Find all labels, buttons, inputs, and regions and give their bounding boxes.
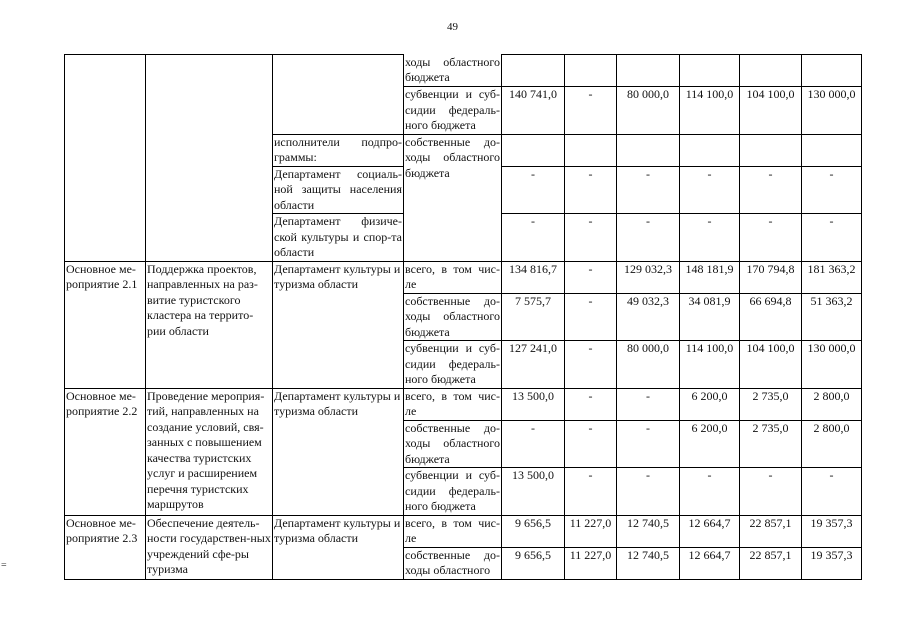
- value-cell: 140 741,0: [502, 87, 565, 135]
- value-cell: 19 357,3: [802, 547, 862, 579]
- value-cell: 2 800,0: [802, 388, 862, 420]
- value-cell: -: [565, 214, 617, 262]
- value-cell: 114 100,0: [680, 341, 740, 389]
- source-cell: ходы областного бюджета: [404, 55, 502, 87]
- value-cell: 12 740,5: [617, 515, 680, 547]
- value-cell: 12 740,5: [617, 547, 680, 579]
- value-cell: -: [565, 388, 617, 420]
- value-cell: 6 200,0: [680, 420, 740, 468]
- value-cell: -: [802, 214, 862, 262]
- value-cell: 130 000,0: [802, 87, 862, 135]
- value-cell: -: [565, 166, 617, 214]
- source-cell: всего, в том чис-ле: [405, 388, 500, 418]
- value-cell: 2 735,0: [740, 388, 802, 420]
- value-cell: -: [565, 468, 617, 516]
- value-cell: 12 664,7: [680, 515, 740, 547]
- table-row: [65, 515, 862, 547]
- name-cell: Обеспечение деятель-ности государствен-ных учреждений сфе-ры туризма: [146, 515, 273, 579]
- value-cell: -: [502, 214, 565, 262]
- name-cell: Поддержка проектов, направленных на раз-витие туристского кластера на террито-рии области: [146, 261, 273, 388]
- table-row: [65, 55, 862, 87]
- margin-mark: =: [1, 560, 7, 571]
- value-cell: -: [617, 214, 680, 262]
- value-cell: 51 363,2: [802, 293, 862, 341]
- table-row: [65, 261, 862, 293]
- executor-cell: Департамент культуры и туризма области: [273, 388, 404, 515]
- value-cell: -: [680, 214, 740, 262]
- value-cell: 7 575,7: [502, 293, 565, 341]
- value-cell: -: [565, 341, 617, 389]
- value-cell: [802, 134, 862, 166]
- executor-cell: [273, 55, 404, 135]
- value-cell: 22 857,1: [740, 515, 802, 547]
- value-cell: [565, 55, 617, 87]
- status-cell: Основное ме-роприятие 2.1: [65, 261, 146, 388]
- value-cell: -: [617, 468, 680, 516]
- value-cell: 13 500,0: [502, 468, 565, 516]
- value-cell: 170 794,8: [740, 261, 802, 293]
- value-cell: [502, 55, 565, 87]
- value-cell: [802, 55, 862, 87]
- value-cell: [617, 134, 680, 166]
- value-cell: [617, 55, 680, 87]
- value-cell: [565, 134, 617, 166]
- value-cell: 148 181,9: [680, 261, 740, 293]
- value-cell: -: [565, 261, 617, 293]
- value-cell: -: [617, 420, 680, 468]
- value-cell: -: [565, 420, 617, 468]
- value-cell: -: [680, 468, 740, 516]
- value-cell: 2 735,0: [740, 420, 802, 468]
- value-cell: 130 000,0: [802, 341, 862, 389]
- source-cell: всего, в том чис-ле: [405, 261, 500, 291]
- source-cell: субвенции и суб-сидии федераль-ного бюджета: [405, 341, 500, 386]
- value-cell: -: [565, 293, 617, 341]
- executor-cell: Департамент культуры и туризма области: [273, 515, 404, 579]
- value-cell: [740, 134, 802, 166]
- source-cell: субвенции и суб-сидии федераль-ного бюджета: [405, 87, 500, 132]
- value-cell: [680, 55, 740, 87]
- value-cell: 6 200,0: [680, 388, 740, 420]
- value-cell: -: [740, 214, 802, 262]
- source-cell: всего, в том чис-ле: [405, 515, 500, 545]
- value-cell: -: [617, 388, 680, 420]
- table-row: [65, 388, 862, 420]
- page-number: 49: [447, 21, 458, 33]
- value-cell: 134 816,7: [502, 261, 565, 293]
- value-cell: -: [740, 468, 802, 516]
- budget-table: [64, 54, 862, 580]
- value-cell: 22 857,1: [740, 547, 802, 579]
- value-cell: -: [740, 166, 802, 214]
- value-cell: 9 656,5: [502, 515, 565, 547]
- value-cell: 104 100,0: [740, 341, 802, 389]
- value-cell: -: [617, 166, 680, 214]
- value-cell: 12 664,7: [680, 547, 740, 579]
- name-cell: Проведение мероприя-тий, направленных на создание условий, свя-занных с повышением качества туристских услуг и расширением перечня туристских маршрутов: [146, 388, 273, 515]
- executor-cell: Департамент физиче-ской культуры и спор-та области: [274, 214, 402, 259]
- executor-cell: Департамент культуры и туризма области: [273, 261, 404, 388]
- value-cell: 66 694,8: [740, 293, 802, 341]
- value-cell: [502, 134, 565, 166]
- status-cell: Основное ме-роприятие 2.3: [65, 515, 146, 579]
- source-cell: субвенции и суб-сидии федераль-ного бюджета: [405, 468, 500, 513]
- value-cell: -: [502, 420, 565, 468]
- name-cell: [146, 55, 273, 262]
- value-cell: 9 656,5: [502, 547, 565, 579]
- status-cell: Основное ме-роприятие 2.2: [65, 388, 146, 515]
- executor-cell: исполнители подпро-граммы:: [274, 134, 402, 164]
- value-cell: -: [802, 166, 862, 214]
- value-cell: 104 100,0: [740, 87, 802, 135]
- executor-cell: Департамент социаль-ной защиты населения области: [274, 166, 402, 212]
- value-cell: 11 227,0: [565, 515, 617, 547]
- source-cell: собственные до-ходы областного: [405, 547, 500, 577]
- value-cell: 49 032,3: [617, 293, 680, 341]
- value-cell: -: [502, 166, 565, 214]
- source-cell: собственные до-ходы областного бюджета: [405, 293, 500, 339]
- value-cell: 80 000,0: [617, 87, 680, 135]
- source-cell: собственные до-ходы областного бюджета: [405, 420, 500, 466]
- value-cell: -: [802, 468, 862, 516]
- value-cell: 13 500,0: [502, 388, 565, 420]
- source-cell: собственные до-ходы областного бюджета: [404, 134, 502, 261]
- value-cell: 2 800,0: [802, 420, 862, 468]
- value-cell: 181 363,2: [802, 261, 862, 293]
- value-cell: 11 227,0: [565, 547, 617, 579]
- value-cell: 127 241,0: [502, 341, 565, 389]
- value-cell: [680, 134, 740, 166]
- value-cell: -: [680, 166, 740, 214]
- value-cell: -: [565, 87, 617, 135]
- value-cell: 129 032,3: [617, 261, 680, 293]
- value-cell: 34 081,9: [680, 293, 740, 341]
- value-cell: 114 100,0: [680, 87, 740, 135]
- value-cell: [740, 55, 802, 87]
- value-cell: 19 357,3: [802, 515, 862, 547]
- status-cell: [65, 55, 146, 262]
- value-cell: 80 000,0: [617, 341, 680, 389]
